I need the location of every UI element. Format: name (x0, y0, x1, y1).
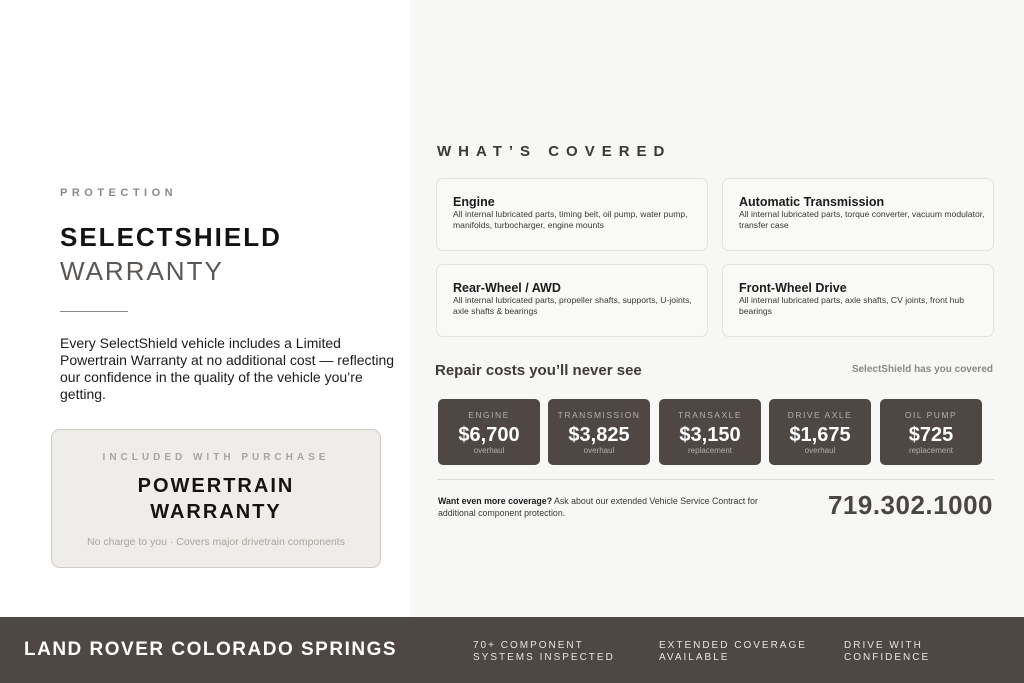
extended-coverage-lead: Want even more coverage? (438, 496, 553, 506)
whats-covered-title: WHAT’S COVERED (437, 143, 672, 160)
coverage-description: All internal lubricated parts, axle shafts, CV joints, front hub bearings (739, 295, 964, 316)
feature-line1: 70+ COMPONENT (473, 640, 584, 651)
tile-sub: overhaul (583, 446, 615, 455)
repair-tile-transaxle (659, 399, 761, 465)
tile-label: TRANSMISSION (557, 410, 641, 420)
warranty-title-line2: WARRANTY (60, 256, 224, 286)
footer-feature-confidence (844, 640, 1004, 663)
footer-feature-inspected (473, 640, 633, 663)
footer-bar (0, 617, 1024, 683)
repair-tile-drive-axle (769, 399, 871, 465)
coverage-card-engine (436, 178, 708, 251)
repair-tile-engine (438, 399, 540, 465)
tile-sub: replacement (908, 446, 954, 455)
repair-tile-oil-pump (880, 399, 982, 465)
tile-sub: overhaul (804, 446, 836, 455)
title-divider (60, 311, 128, 312)
feature-line1: DRIVE WITH (844, 640, 923, 651)
contact-divider (437, 479, 994, 480)
left-panel (0, 0, 410, 617)
coverage-description: All internal lubricated parts, timing belt, oil pump, water pump, manifolds, turbocharger, engine mounts (453, 209, 688, 230)
included-warranty-card (51, 429, 381, 568)
tile-label: ENGINE (468, 410, 510, 420)
intro-paragraph: Every SelectShield vehicle includes a Limited Powertrain Warranty at no additional cost — reflecting our confidence in the quality of the vehicle you’re getting. (60, 335, 395, 402)
included-eyebrow: INCLUDED WITH PURCHASE (102, 452, 330, 463)
tile-sub: replacement (687, 446, 733, 455)
tile-value: $725 (908, 424, 954, 446)
extended-coverage-text (438, 496, 798, 519)
coverage-title: Engine (453, 195, 495, 209)
protection-eyebrow: PROTECTION (60, 187, 178, 199)
phone-number[interactable]: 719.302.1000 (827, 490, 993, 520)
repair-costs-note: SelectShield has you covered (851, 364, 993, 375)
tile-value: $3,150 (679, 424, 741, 446)
extended-coverage-body: Ask about our extended Vehicle Service Contract for additional component protection. (438, 496, 758, 518)
dealer-brand: LAND ROVER COLORADO SPRINGS (24, 639, 398, 660)
tile-label: DRIVE AXLE (787, 410, 853, 420)
tile-label: TRANSAXLE (677, 410, 743, 420)
feature-line2: SYSTEMS INSPECTED (473, 651, 615, 663)
tile-value: $1,675 (789, 424, 851, 446)
coverage-description: All internal lubricated parts, propeller shafts, supports, U-joints, axle shafts & bearings (453, 295, 692, 316)
coverage-title: Front-Wheel Drive (739, 281, 847, 295)
tile-sub: overhaul (473, 446, 505, 455)
tile-label: OIL PUMP (904, 410, 958, 420)
repair-costs-title: Repair costs you’ll never see (435, 362, 642, 379)
feature-line1: EXTENDED COVERAGE (659, 640, 807, 651)
feature-line2: AVAILABLE (659, 651, 730, 663)
included-footnote: No charge to you · Covers major drivetrain components (87, 536, 345, 548)
warranty-title-line1: SELECTSHIELD (60, 222, 282, 252)
coverage-card-automatic-transmission (722, 178, 994, 251)
coverage-title: Automatic Transmission (739, 195, 885, 209)
coverage-card-front-wheel-drive (722, 264, 994, 337)
included-title (52, 473, 380, 525)
included-title-line1: POWERTRAIN (137, 475, 295, 497)
feature-line2: CONFIDENCE (844, 651, 931, 663)
coverage-card-rear-wheel-awd (436, 264, 708, 337)
coverage-title: Rear-Wheel / AWD (453, 281, 561, 295)
tile-value: $6,700 (458, 424, 520, 446)
coverage-description: All internal lubricated parts, torque converter, vacuum modulator, transfer case (739, 209, 985, 230)
tile-value: $3,825 (568, 424, 630, 446)
included-title-line2: WARRANTY (150, 501, 282, 523)
footer-feature-extended (659, 640, 819, 663)
repair-tile-transmission (548, 399, 650, 465)
